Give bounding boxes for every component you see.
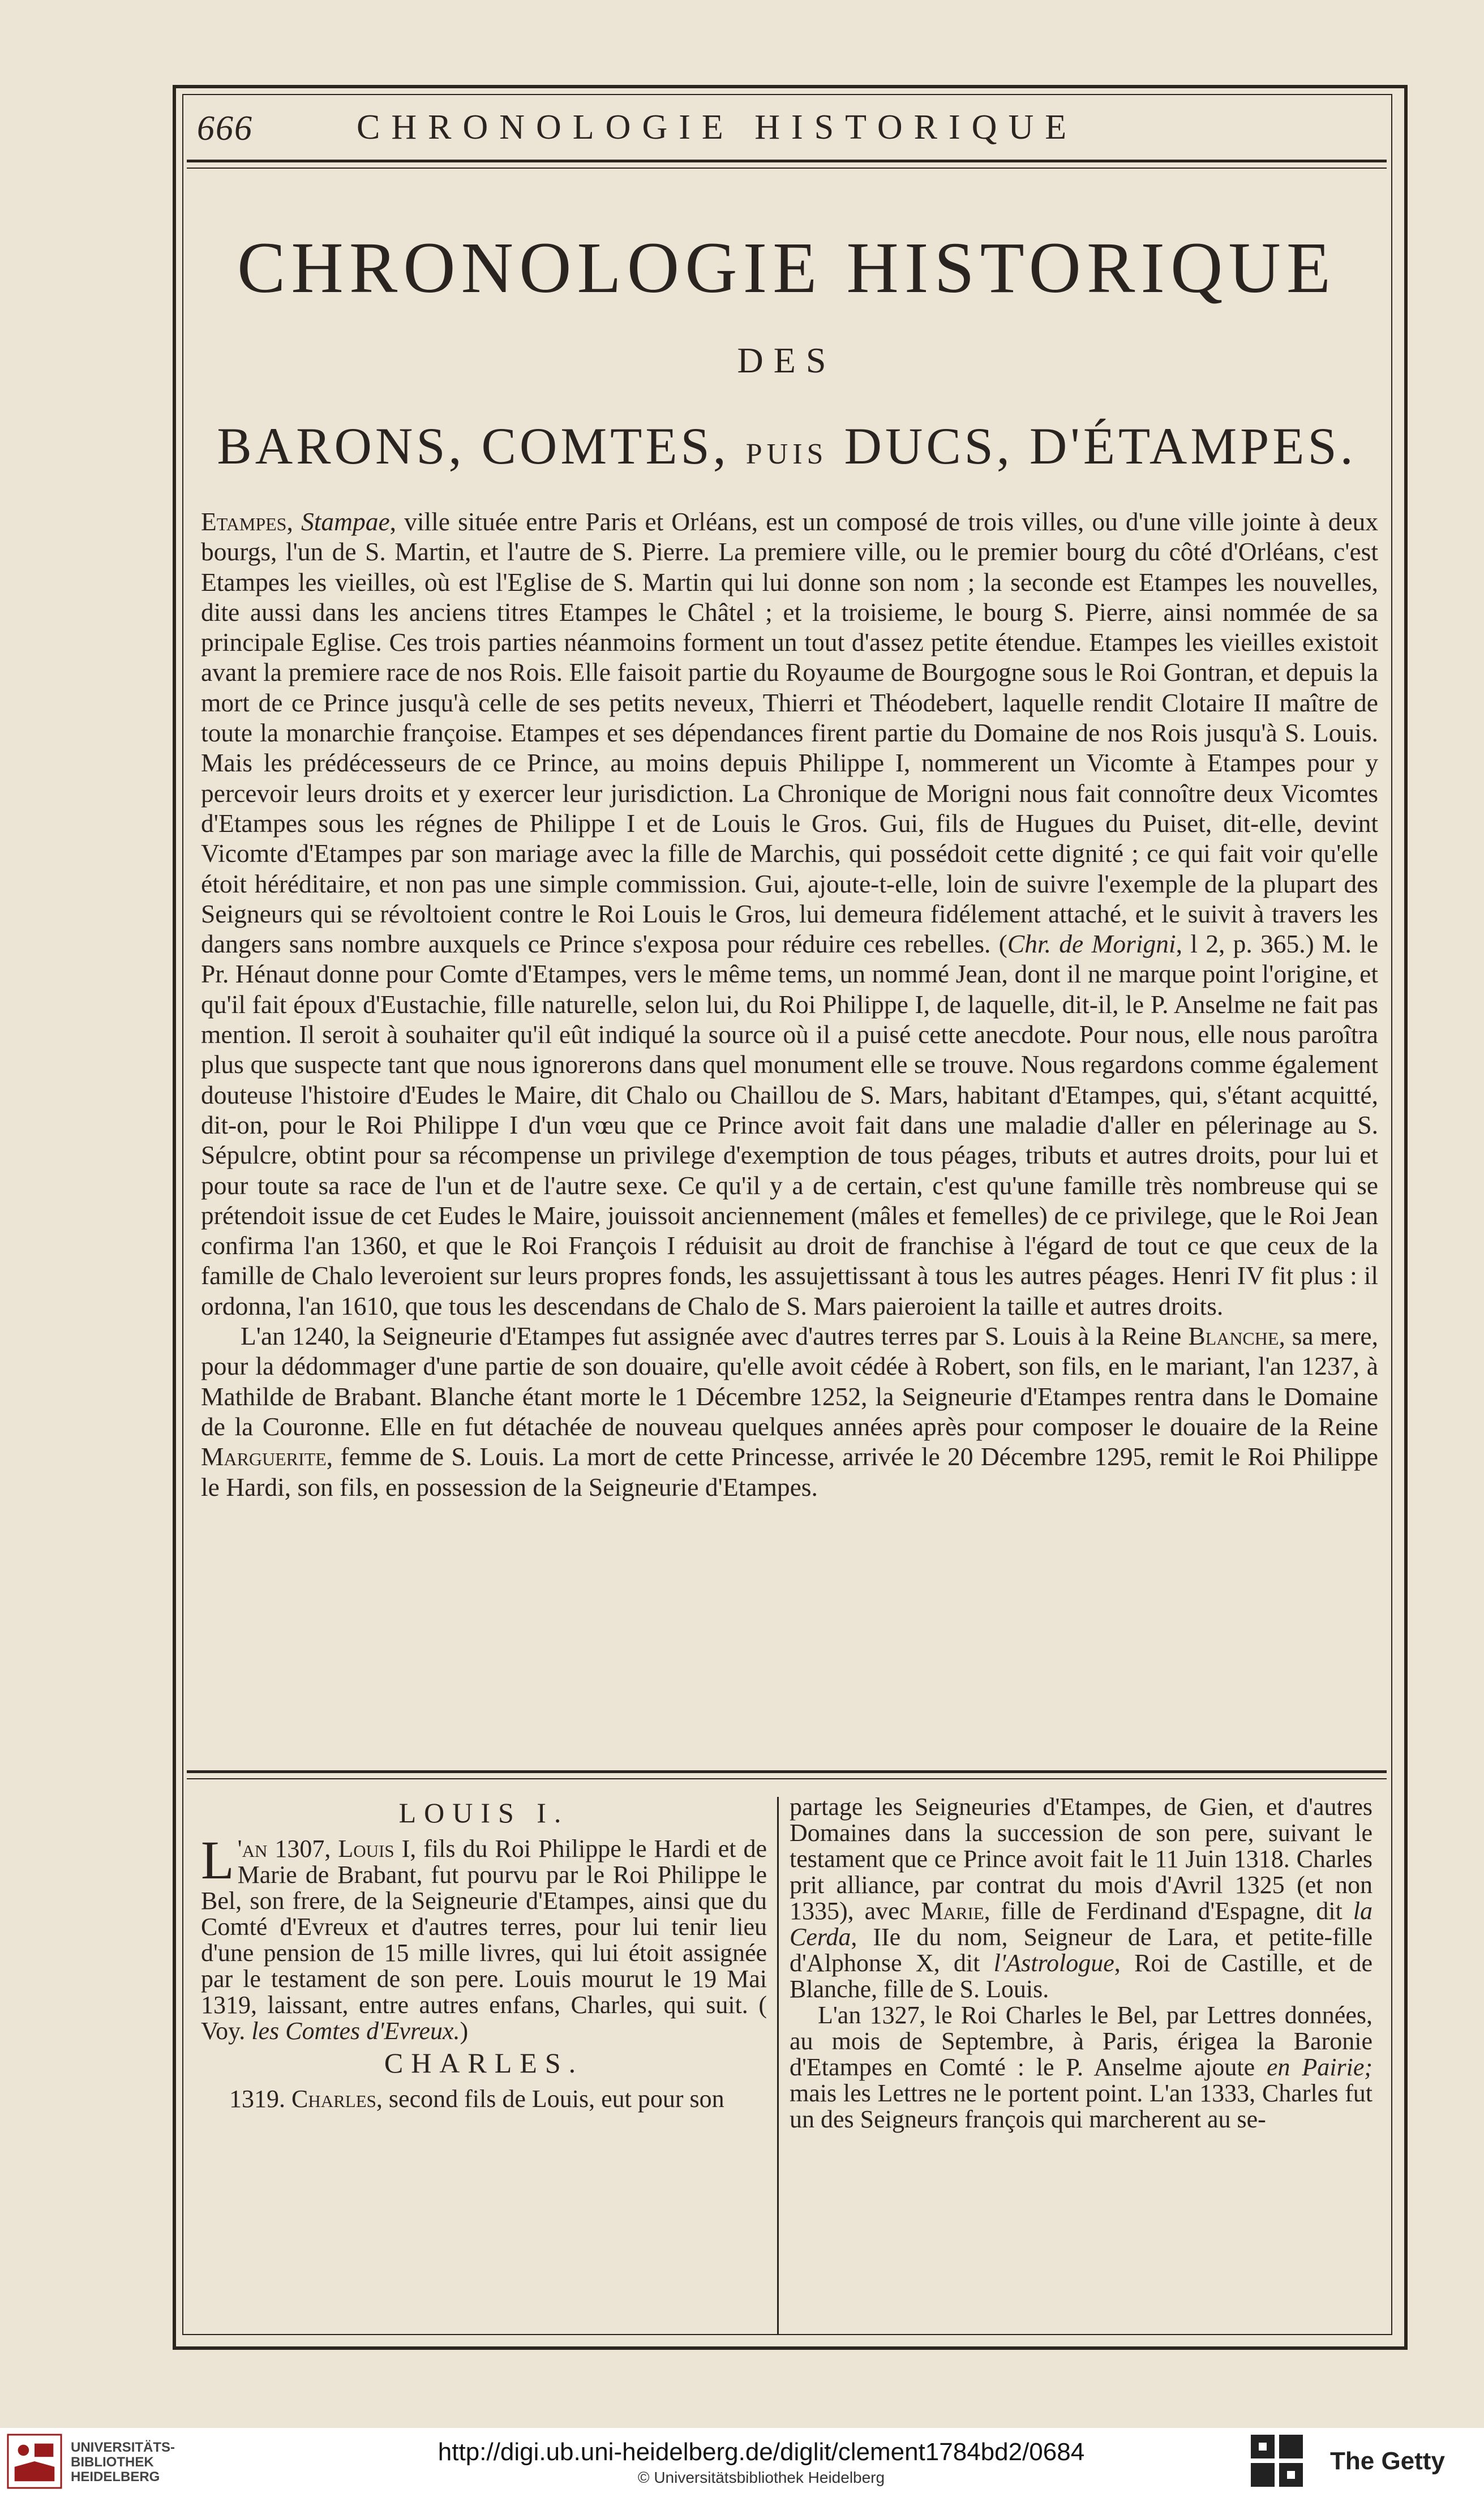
heading-louis: LOUIS I. — [398, 1797, 569, 1829]
running-head — [187, 102, 1387, 153]
intro-paragraph-2 — [201, 1321, 1378, 1502]
charles-body: , second fils de Louis, eut pour son — [376, 2085, 724, 2113]
heading-charles: CHARLES. — [384, 2047, 584, 2079]
column-divider — [777, 1797, 779, 2335]
right-column — [790, 1794, 1373, 2132]
intro-p2-marguerite: Marguerite — [201, 1442, 327, 1471]
right-text-c: , IIe du nom, Seigneur de Lara, et petite-fille d'Alphonse X, dit — [790, 1923, 1373, 1977]
header-rule-thin — [187, 168, 1387, 169]
left-column — [201, 1794, 767, 2112]
header-rule — [187, 160, 1387, 162]
right-p2-a: L'an 1327, le Roi Charles le Bel, par Lettres données, au mois de Septembre, à Paris, érigea la Baronie d'Etampes en Comté : le P. Anselme ajoute — [790, 2001, 1373, 2081]
charles-name: Charles — [291, 2085, 376, 2113]
uni-line-1: UNIVERSITÄTS- — [71, 2440, 175, 2455]
intro-body: , ville située entre Paris et Orléans, est un composé de trois villes, ou d'une ville jointe à deux bourgs, l'un de S. Martin, et l'autre de S. Pierre. La premiere ville, ou le premier bourg du côté d'Orléans, c'est Etampes les vieilles, où est l'Eglise de S. Martin qui lui donne son nom ; la seconde est Etampes les nouvelles, dite aussi dans les anciens titres Etampes le Châtel ; et la troisieme, le bourg S. Pierre, ainsi nommée de sa principale Eglise. Ces trois parties néanmoins forment un tout d'assez petite étendue. Etampes les vieilles existoit avant la premiere race de nos Rois. Elle faisoit partie du Royaume de Bourgogne sous le Roi Gontran, et depuis la mort de ce Prince jusqu'à celle de ses petits neveux, Thierri et Théodebert, laquelle rendit Clotaire II maître de toute la monarchie françoise. Etampes et ses dépendances firent partie du Domaine de nos Rois jusqu'à S. Louis. Mais les prédécesseurs de ce Prince, au moins depuis Philippe I, nommerent un Vicomte à Etampes pour y percevoir leurs droits et y exercer leur jurisdiction. La Chronique de Morigni nous fait connoître deux Vicomtes d'Etampes sous les régnes de Philippe I et de Louis le Gros. Gui, fils de Hugues du Puiset, dit-elle, devint Vicomte d'Etampes par son mariage avec la fille de Marchis, qui possédoit cette dignité ; ce qui fait voir qu'elle étoit héréditaire, et non pas une simple commission. Gui, ajoute-t-elle, loin de suivre l'exemple de la plupart des Seigneurs qui se révoltoient contre le Roi Louis le Gros, lui demeura fidélement attaché, et le suivit à travers les dangers sans nombre auxquels ce Prince s'exposa pour réduire ces rebelles. ( — [201, 507, 1379, 959]
louis-body: I, fils du Roi Philippe le Hardi et de Marie de Brabant, fut pourvu par le Roi Philippe le Bel, son frere, de la Seigneurie d'Etampes, ainsi que du Comté d'Evreux et d'autres terres, pour lui tenir lieu d'une pension de 15 mille livres, qui lui étoit assignée par le testament de son pere. Louis mourut le 19 Mai 1319, laissant, entre autres enfans, Charles, qui suit. ( Voy. — [201, 1835, 767, 2045]
university-library-name — [71, 2440, 175, 2485]
intro-text — [201, 507, 1378, 1502]
right-cerda: la Cerda — [790, 1897, 1373, 1951]
uni-line-2: BIBLIOTHEK — [71, 2455, 154, 2470]
intro-paragraph-1: Etampes, Stampae, ville située entre Paris et Orléans, est un composé de trois villes, ou d'une ville jointe à deux bourgs, l'un de S. Martin, et l'autre de S. Pierre. La premiere ville, ou le premier bourg du côté d'Orléans, c'est Etampes les vieilles, où est l'Eglise de S. Martin qui lui donne son nom ; la seconde est Etampes les nouvelles, dite aussi dans les anciens titres Etampes le Châtel ; et la troisieme, le bourg S. Pierre, ainsi nommée de sa principale Eglise. Ces trois parties néanmoins forment un tout d'assez petite étendue. Etampes les vieilles existoit avant la premiere race de nos Rois. Elle faisoit partie du Royaume de Bourgogne sous le Roi Gontran, et depuis la mort de ce Prince jusqu'à celle de ses petits neveux, Thierri et Théodebert, laquelle rendit Clotaire II maître de toute la monarchie françoise. Etampes et ses dépendances firent partie du Domaine de nos Rois jusqu'à S. Louis. Mais les prédécesseurs de ce Prince, au moins depuis Philippe I, nommerent un Vicomte à Etampes pour y percevoir leurs droits et y exercer leur jurisdiction. La Chronique de Morigni nous fait connoître deux Vicomtes d'Etampes sous les régnes de Philippe I et de Louis le Gros. Gui, fils de Hugues du Puiset, dit-elle, devint Vicomte d'Etampes par son mariage avec la fille de Marchis, qui possédoit cette dignité ; ce qui fait voir qu'elle étoit héréditaire, et non pas une simple commission. Gui, ajoute-t-elle, loin de suivre l'exemple de la plupart des Seigneurs qui se révoltoient contre le Roi Louis le Gros, lui demeura fidélement attaché, et le suivit à travers les dangers sans nombre auxquels ce Prince s'exposa pour réduire ces rebelles. (Chr. de Morigni, l 2, p. 365.) M. le Pr. Hénaut donne pour Comte d'Etampes, vers le même tems, un nommé Jean, dont il ne marque point l'origine, et qu'il fait époux d'Eustachie, fille naturelle, selon lui, du Roi Philippe I, de laquelle, dit-il, le P. Anselme ne fait pas mention. Il seroit à souhaiter qu'il eût indiqué la source où il a puisé cette anecdote. Pour nous, elle nous paroîtra plus que suspecte tant que nous ignorerons dans quel monument elle se trouve. Nous regardons comme également douteuse l'histoire d'Eudes le Maire, dit Chalo ou Chaillou de S. Mars, habitant d'Etampes, qui, s'étant acquitté, dit-on, pour le Roi Philippe I d'un vœu que ce Prince avoit fait dans une maladie d'aller en pélerinage au S. Sépulcre, obtint pour sa récompense un privilege d'exemption de tous péages, tributs et autres droits, pour lui et pour toute sa race de l'un et de l'autre sexe. Ce qu'il y a de certain, c'est qu'une famille très nombreuse qui se prétendoit issue de cet Eudes le Maire, jouissoit anciennement (mâles et femelles) de ce privilege, que le Roi Jean confirma l'an 1360, et que le Roi François I réduisit au droit de franchise à l'égard de tout ce que ceux de la famille de Chalo leveroient sur leurs propres fonds, les assujettissant à tous les autres péages. Henri IV fit plus : il ordonna, l'an 1610, que tous les descendans de Chalo de S. Mars paieroient la taille et autres droits. — [201, 507, 1379, 1320]
charles-year: 1319. — [229, 2085, 285, 2113]
intro-p2-c: , femme de S. Louis. La mort de cette Princesse, arrivée le 20 Décembre 1295, remit le Roi Philippe le Hardi, son fils, en possession de la Seigneurie d'Etampes. — [201, 1442, 1378, 1501]
louis-an: 'an — [237, 1835, 268, 1863]
running-title: CHRONOLOGIE HISTORIQUE — [357, 108, 1078, 147]
intro-p2-blanche: Blanche — [1188, 1321, 1279, 1351]
intro-citation: Chr. de Morigni — [1007, 929, 1176, 959]
title-des: DES — [737, 340, 837, 380]
louis-year: 1307, — [267, 1835, 331, 1863]
title-main: CHRONOLOGIE HISTORIQUE — [237, 228, 1336, 308]
right-text-a: partage les Seigneuries d'Etampes, de Gien, et d'autres Domaines dans la succession de son pere, suivant le testament que ce Prince avoit fait le 11 Juin 1318. Charles prit alliance, par contrat du mois d'Avril 1325 (et non 1335), avec — [790, 1793, 1373, 1925]
title-sub-part1: BARONS, COMTES, — [217, 417, 730, 475]
university-library-logo-icon — [7, 2434, 62, 2489]
uni-line-3: HEIDELBERG — [71, 2469, 160, 2485]
right-text-b: , fille de Ferdinand d'Espagne, dit — [984, 1897, 1343, 1925]
intro-p2-a: L'an 1240, la Seigneurie d'Etampes fut assignée avec d'autres terres par S. Louis à la Reine — [241, 1321, 1182, 1351]
document-url[interactable]: http://digi.ub.uni-heidelberg.de/diglit/clement1784bd2/0684 — [438, 2438, 1085, 2466]
right-text-d: , Roi de Castille, et de Blanche, fille de S. Louis. — [790, 1949, 1373, 2003]
section-rule — [187, 1770, 1387, 1773]
louis-name: Louis — [338, 1835, 394, 1863]
drop-cap: L — [201, 1830, 234, 1890]
title-sub-part2: DUCS, D'ÉTAMPES. — [844, 417, 1357, 475]
intro-p2-b: , sa mere, pour la dédommager d'une partie de son douaire, qu'elle avoit cédée à Robert, son fils, en le mariant, l'an 1237, à Mathilde de Brabant. Blanche étant morte le 1 Décembre 1252, la Seigneurie d'Etampes rentra dans le Domaine de la Couronne. Elle en fut détachée de nouveau quelques années après pour composer le douaire de la Reine — [201, 1321, 1378, 1441]
right-paragraph-2 — [790, 2002, 1373, 2132]
right-marie: Marie — [921, 1897, 984, 1925]
title-subtitle — [192, 416, 1381, 476]
right-pairie: en Pairie; — [1267, 2053, 1373, 2081]
right-paragraph-1 — [790, 1794, 1373, 2002]
right-astrologue: l'Astrologue — [993, 1949, 1114, 1977]
viewer-footer — [0, 2428, 1484, 2493]
section-rule-thin — [187, 1778, 1387, 1779]
louis-citation: les Comtes d'Evreux. — [251, 2017, 460, 2045]
louis-end: ) — [460, 2017, 469, 2045]
getty-name: The Getty — [1330, 2447, 1445, 2475]
page-number: 666 — [197, 109, 253, 148]
title-sub-small: PUIS — [745, 438, 828, 470]
getty-logo-icon — [1249, 2432, 1305, 2489]
louis-paragraph — [201, 1830, 767, 2045]
intro-body-2: , l 2, p. 365.) M. le Pr. Hénaut donne pour Comte d'Etampes, vers le même tems, un nommé Jean, dont il ne marque point l'origine, et qu'il fait époux d'Eustachie, fille naturelle, selon lui, du Roi Philippe I, de laquelle, dit-il, le P. Anselme ne fait pas mention. Il seroit à souhaiter qu'il eût indiqué la source où il a puisé cette anecdote. Pour nous, elle nous paroîtra plus que suspecte tant que nous ignorerons dans quel monument elle se trouve. Nous regardons comme également douteuse l'histoire d'Eudes le Maire, dit Chalo ou Chaillou de S. Mars, habitant d'Etampes, qui, s'étant acquitté, dit-on, pour le Roi Philippe I d'un vœu que ce Prince avoit fait dans une maladie d'aller en pélerinage au S. Sépulcre, obtint pour sa récompense un privilege d'exemption de tous péages, tributs et autres droits, pour lui et pour toute sa race de l'un et de l'autre sexe. Ce qu'il y a de certain, c'est qu'une famille très nombreuse qui se prétendoit issue de cet Eudes le Maire, jouissoit anciennement (mâles et femelles) de ce privilege, que le Roi Jean confirma l'an 1360, et que le Roi François I réduisit au droit de franchise à l'égard de tout ce que ceux de la famille de Chalo leveroient sur leurs propres fonds, les assujettissant à tous les autres péages. Henri IV fit plus : il ordonna, l'an 1610, que tous les descendans de Chalo de S. Mars paieroient la taille et autres droits. — [201, 929, 1378, 1320]
intro-lead: Etampes — [201, 507, 287, 536]
intro-italic: Stampae — [301, 507, 390, 536]
charles-paragraph — [201, 2086, 767, 2112]
copyright-notice: © Universitätsbibliothek Heidelberg — [637, 2469, 885, 2486]
right-p2-b: mais les Lettres ne le portent point. L'an 1333, Charles fut un des Seigneurs françois qui marcherent au se- — [790, 2079, 1373, 2133]
